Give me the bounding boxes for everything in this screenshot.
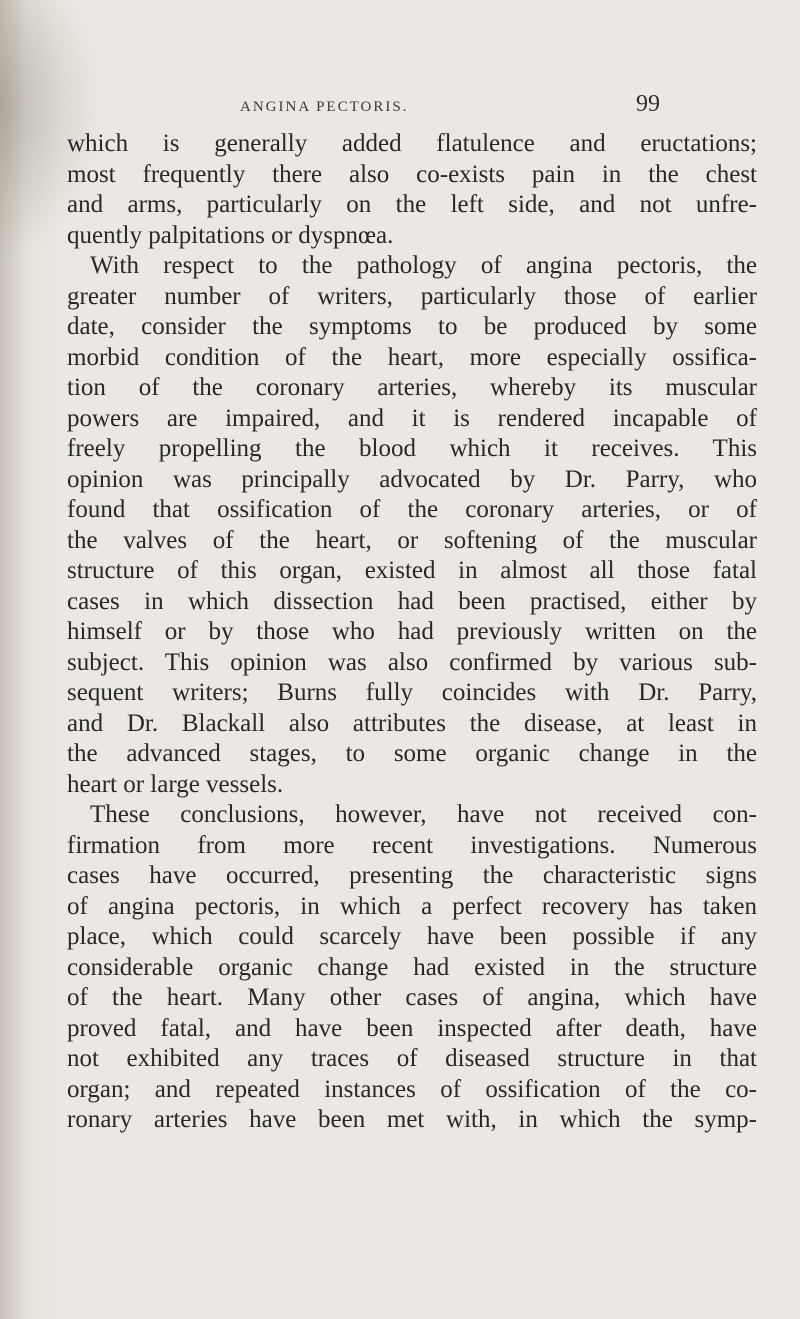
page-number: 99 (636, 91, 660, 117)
text-line: which is generally added flatulence and eructations; (67, 130, 757, 157)
text-line: most frequently there also co-exists pain in the chest (67, 160, 757, 188)
text-line: of the heart. Many other cases of angina, which have (67, 984, 757, 1011)
text-line: sequent writers; Burns fully coincides with Dr. Parry, (67, 679, 757, 706)
text-line: firmation from more recent investigations. Numerous (67, 831, 757, 859)
text-line: ronary arteries have been met with, in which the symp- (67, 1106, 757, 1133)
text-line: and Dr. Blackall also attributes the disease, at least in (67, 709, 757, 737)
text-line: not exhibited any traces of diseased structure in that (67, 1045, 757, 1072)
text-line: These conclusions, however, have not received con- (90, 801, 757, 828)
text-line: quently palpitations or dyspnœa. (67, 221, 394, 249)
text-line: tion of the coronary arteries, whereby its muscular (67, 374, 757, 401)
text-line: cases have occurred, presenting the characteristic signs (67, 862, 757, 889)
text-line: morbid condition of the heart, more especially ossifica- (67, 343, 757, 371)
text-line: date, consider the symptoms to be produced by some (67, 313, 757, 340)
text-line: cases in which dissection had been practised, either by (67, 587, 757, 615)
text-line: proved fatal, and have been inspected after death, have (67, 1014, 757, 1042)
text-line: himself or by those who had previously written on the (67, 618, 757, 645)
text-line: found that ossification of the coronary arteries, or of (67, 496, 757, 523)
text-line: subject. This opinion was also confirmed by various sub- (67, 648, 757, 676)
text-line: the advanced stages, to some organic change in the (67, 740, 757, 767)
text-line: opinion was principally advocated by Dr. Parry, who (67, 465, 757, 493)
text-line: With respect to the pathology of angina pectoris, the (90, 252, 757, 279)
text-line: of angina pectoris, in which a perfect recovery has taken (67, 892, 757, 920)
text-line: organ; and repeated instances of ossification of the co- (67, 1075, 757, 1103)
text-line: greater number of writers, particularly those of earlier (67, 282, 757, 310)
text-line: structure of this organ, existed in almost all those fatal (67, 557, 757, 584)
text-line: freely propelling the blood which it receives. This (67, 435, 757, 462)
text-line: and arms, particularly on the left side, and not unfre- (67, 191, 757, 218)
text-line: heart or large vessels. (67, 770, 284, 798)
text-line: powers are impaired, and it is rendered incapable of (67, 404, 757, 432)
text-line: the valves of the heart, or softening of the muscular (67, 526, 757, 554)
running-head: ANGINA PECTORIS. (240, 99, 409, 115)
text-line: considerable organic change had existed in the structure (67, 953, 757, 981)
body-text (67, 129, 757, 1136)
page-header (0, 89, 800, 119)
text-line: place, which could scarcely have been possible if any (67, 923, 757, 950)
